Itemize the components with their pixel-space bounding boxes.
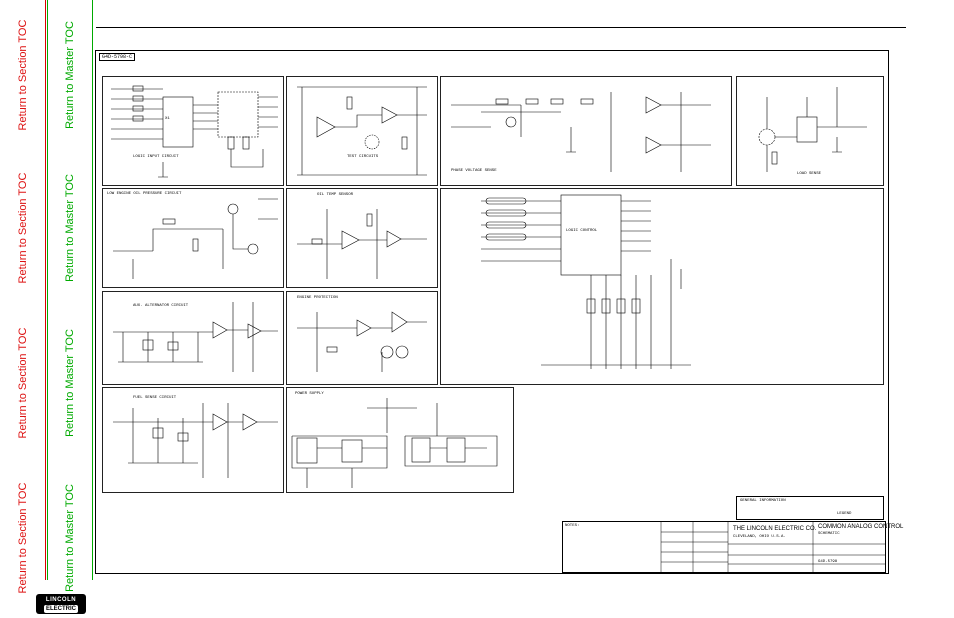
aux-alternator-panel <box>102 291 284 385</box>
logic-control-schematic <box>441 189 883 384</box>
drawing-subtitle: SCHEMATIC <box>818 532 840 536</box>
section-toc-column <box>1 0 46 594</box>
fuel-sense-schematic <box>103 388 283 492</box>
notes-label: NOTES: <box>565 524 580 528</box>
engine-protection-schematic <box>287 292 437 384</box>
return-to-section-toc-link[interactable]: Return to Section TOC <box>17 482 29 594</box>
oil-pressure-panel <box>102 188 284 288</box>
logic-control-panel <box>440 188 884 385</box>
return-to-section-toc-link[interactable]: Return to Section TOC <box>17 19 29 131</box>
lincoln-electric-logo <box>36 594 86 614</box>
drawing-number: G4D-5798 <box>818 560 838 564</box>
header-rule <box>96 27 906 28</box>
return-to-section-toc-link[interactable]: Return to Section TOC <box>17 327 29 439</box>
phase-voltage-panel <box>440 76 732 186</box>
logic-input-panel <box>102 76 284 186</box>
title-block <box>562 521 904 573</box>
circuit-label: FUEL SENSE CIRCUIT <box>133 396 177 400</box>
test-circuits-schematic <box>287 77 437 185</box>
oil-temp-panel <box>286 188 438 288</box>
logo-line1: LINCOLN <box>45 597 77 603</box>
logic-input-schematic <box>103 77 283 185</box>
oil-temp-schematic <box>287 189 437 287</box>
company-name: THE LINCOLN ELECTRIC CO. <box>733 526 817 532</box>
load-sense-panel <box>736 76 884 186</box>
return-to-master-toc-link[interactable]: Return to Master TOC <box>64 21 76 129</box>
circuit-label: POWER SUPPLY <box>295 392 324 396</box>
return-to-section-toc-link[interactable]: Return to Section TOC <box>17 172 29 284</box>
circuit-label: AUX. ALTERNATOR CIRCUIT <box>133 304 189 308</box>
fuel-sense-panel <box>102 387 284 493</box>
return-to-master-toc-link[interactable]: Return to Master TOC <box>64 484 76 592</box>
ic-label: X1 <box>165 117 170 121</box>
circuit-label: TEST CIRCUITS <box>347 155 379 159</box>
sheet-tag: G4D-5798-C <box>99 53 135 61</box>
logo-line2: ELECTRIC <box>46 606 76 612</box>
return-to-master-toc-link[interactable]: Return to Master TOC <box>64 329 76 437</box>
test-circuits-panel <box>286 76 438 186</box>
aux-alternator-schematic <box>103 292 283 384</box>
circuit-label: PHASE VOLTAGE SENSE <box>451 169 497 173</box>
company-city: CLEVELAND, OHIO U.S.A. <box>733 535 786 539</box>
circuit-label: ENGINE PROTECTION <box>297 296 338 300</box>
circuit-label: LOAD SENSE <box>797 172 822 176</box>
master-toc-column <box>47 0 93 592</box>
drawing-title: COMMON ANALOG CONTROL <box>818 524 904 530</box>
power-supply-panel <box>286 387 514 493</box>
oil-pressure-schematic <box>103 189 283 287</box>
power-supply-schematic <box>287 388 513 492</box>
engine-protection-panel <box>286 291 438 385</box>
circuit-label: OIL TEMP SENSOR <box>317 193 354 197</box>
load-sense-schematic <box>737 77 883 185</box>
legend-label: LEGEND <box>837 512 852 516</box>
circuit-label: LOW ENGINE OIL PRESSURE CIRCUIT <box>107 192 182 196</box>
general-info-block <box>736 496 884 520</box>
circuit-label: LOGIC INPUT CIRCUIT <box>133 155 179 159</box>
circuit-label: LOGIC CONTROL <box>566 229 598 233</box>
return-to-master-toc-link[interactable]: Return to Master TOC <box>64 174 76 282</box>
schematic-sheet <box>95 50 904 574</box>
general-info-label: GENERAL INFORMATION <box>740 499 786 503</box>
title-block-grid <box>563 522 885 572</box>
